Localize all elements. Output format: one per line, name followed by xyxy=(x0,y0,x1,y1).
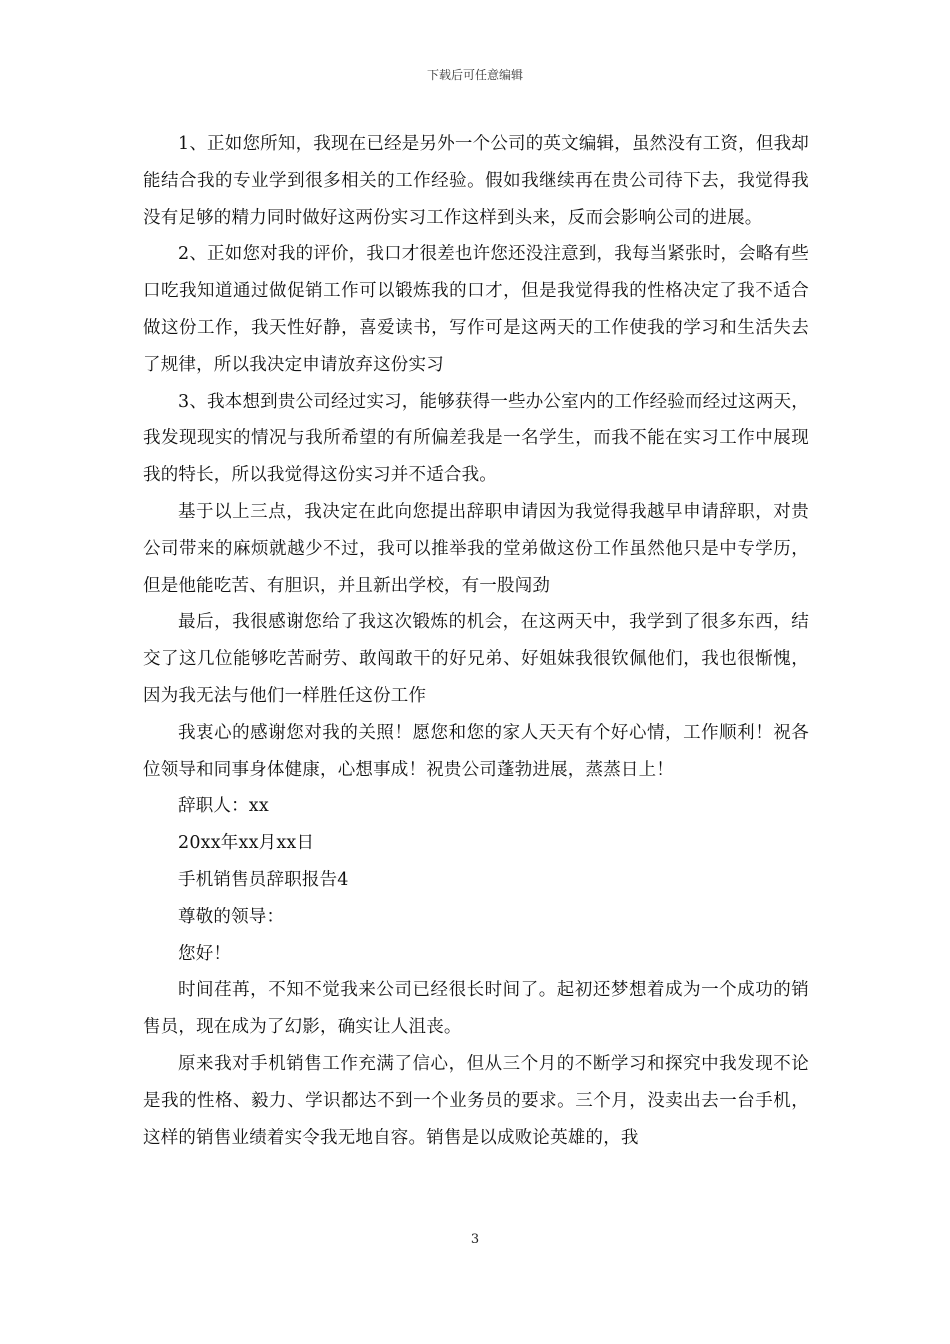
salutation: 尊敬的领导： xyxy=(178,906,285,927)
paragraph-1: 1、正如您所知，我现在已经是另外一个公司的英文编辑，虽然没有工资，但我却能结合我的专业学到很多相关的工作经验。假如我继续再在贵公司待下去，我觉得我没有足够的精力同时做好这两份实习工作这样到头来，反而会影响公司的进展。 xyxy=(143,134,809,228)
section-title: 手机销售员辞职报告4 xyxy=(178,869,349,890)
paragraph-6: 我衷心的感谢您对我的关照！愿您和您的家人天天有个好心情，工作顺利！祝各位领导和同事身体健康，心想事成！祝贵公司蓬勃进展，蒸蒸日上！ xyxy=(143,722,809,780)
document-body xyxy=(143,126,809,1156)
date-line: 20xx年xx月xx日 xyxy=(178,833,315,854)
signature-line: 辞职人：xx xyxy=(178,796,269,817)
paragraph-8: 原来我对手机销售工作充满了信心，但从三个月的不断学习和探究中我发现不论是我的性格、毅力、学识都达不到一个业务员的要求。三个月，没卖出去一台手机，这样的销售业绩着实令我无地自容。销售是以成败论英雄的，我 xyxy=(143,1053,809,1148)
paragraph-4: 基于以上三点，我决定在此向您提出辞职申请因为我觉得我越早申请辞职，对贵公司带来的麻烦就越少不过，我可以推举我的堂弟做这份工作虽然他只是中专学历，但是他能吃苦、有胆识，并且新出学校，有一股闯劲 xyxy=(143,501,809,596)
paragraph-3: 3、我本想到贵公司经过实习，能够获得一些办公室内的工作经验而经过这两天，我发现现实的情况与我所希望的有所偏差我是一名学生，而我不能在实习工作中展现我的特长，所以我觉得这份实习并不适合我。 xyxy=(143,391,809,486)
page-number: 3 xyxy=(470,1232,480,1247)
paragraph-5: 最后，我很感谢您给了我这次锻炼的机会，在这两天中，我学到了很多东西，结交了这几位能够吃苦耐劳、敢闯敢干的好兄弟、好姐妹我很钦佩他们，我也很惭愧，因为我无法与他们一样胜任这份工作 xyxy=(143,612,809,706)
page-header: 下载后可任意编辑 xyxy=(426,68,523,82)
paragraph-2: 2、正如您对我的评价，我口才很差也许您还没注意到，我每当紧张时，会略有些口吃我知道通过做促销工作可以锻炼我的口才，但是我觉得我的性格决定了我不适合做这份工作，我天性好静，喜爱读书，写作可是这两天的工作使我的学习和生活失去了规律，所以我决定申请放弃这份实习 xyxy=(143,244,809,375)
greeting: 您好！ xyxy=(178,943,232,964)
paragraph-7: 时间荏苒，不知不觉我来公司已经很长时间了。起初还梦想着成为一个成功的销售员，现在成为了幻影，确实让人沮丧。 xyxy=(143,980,809,1038)
